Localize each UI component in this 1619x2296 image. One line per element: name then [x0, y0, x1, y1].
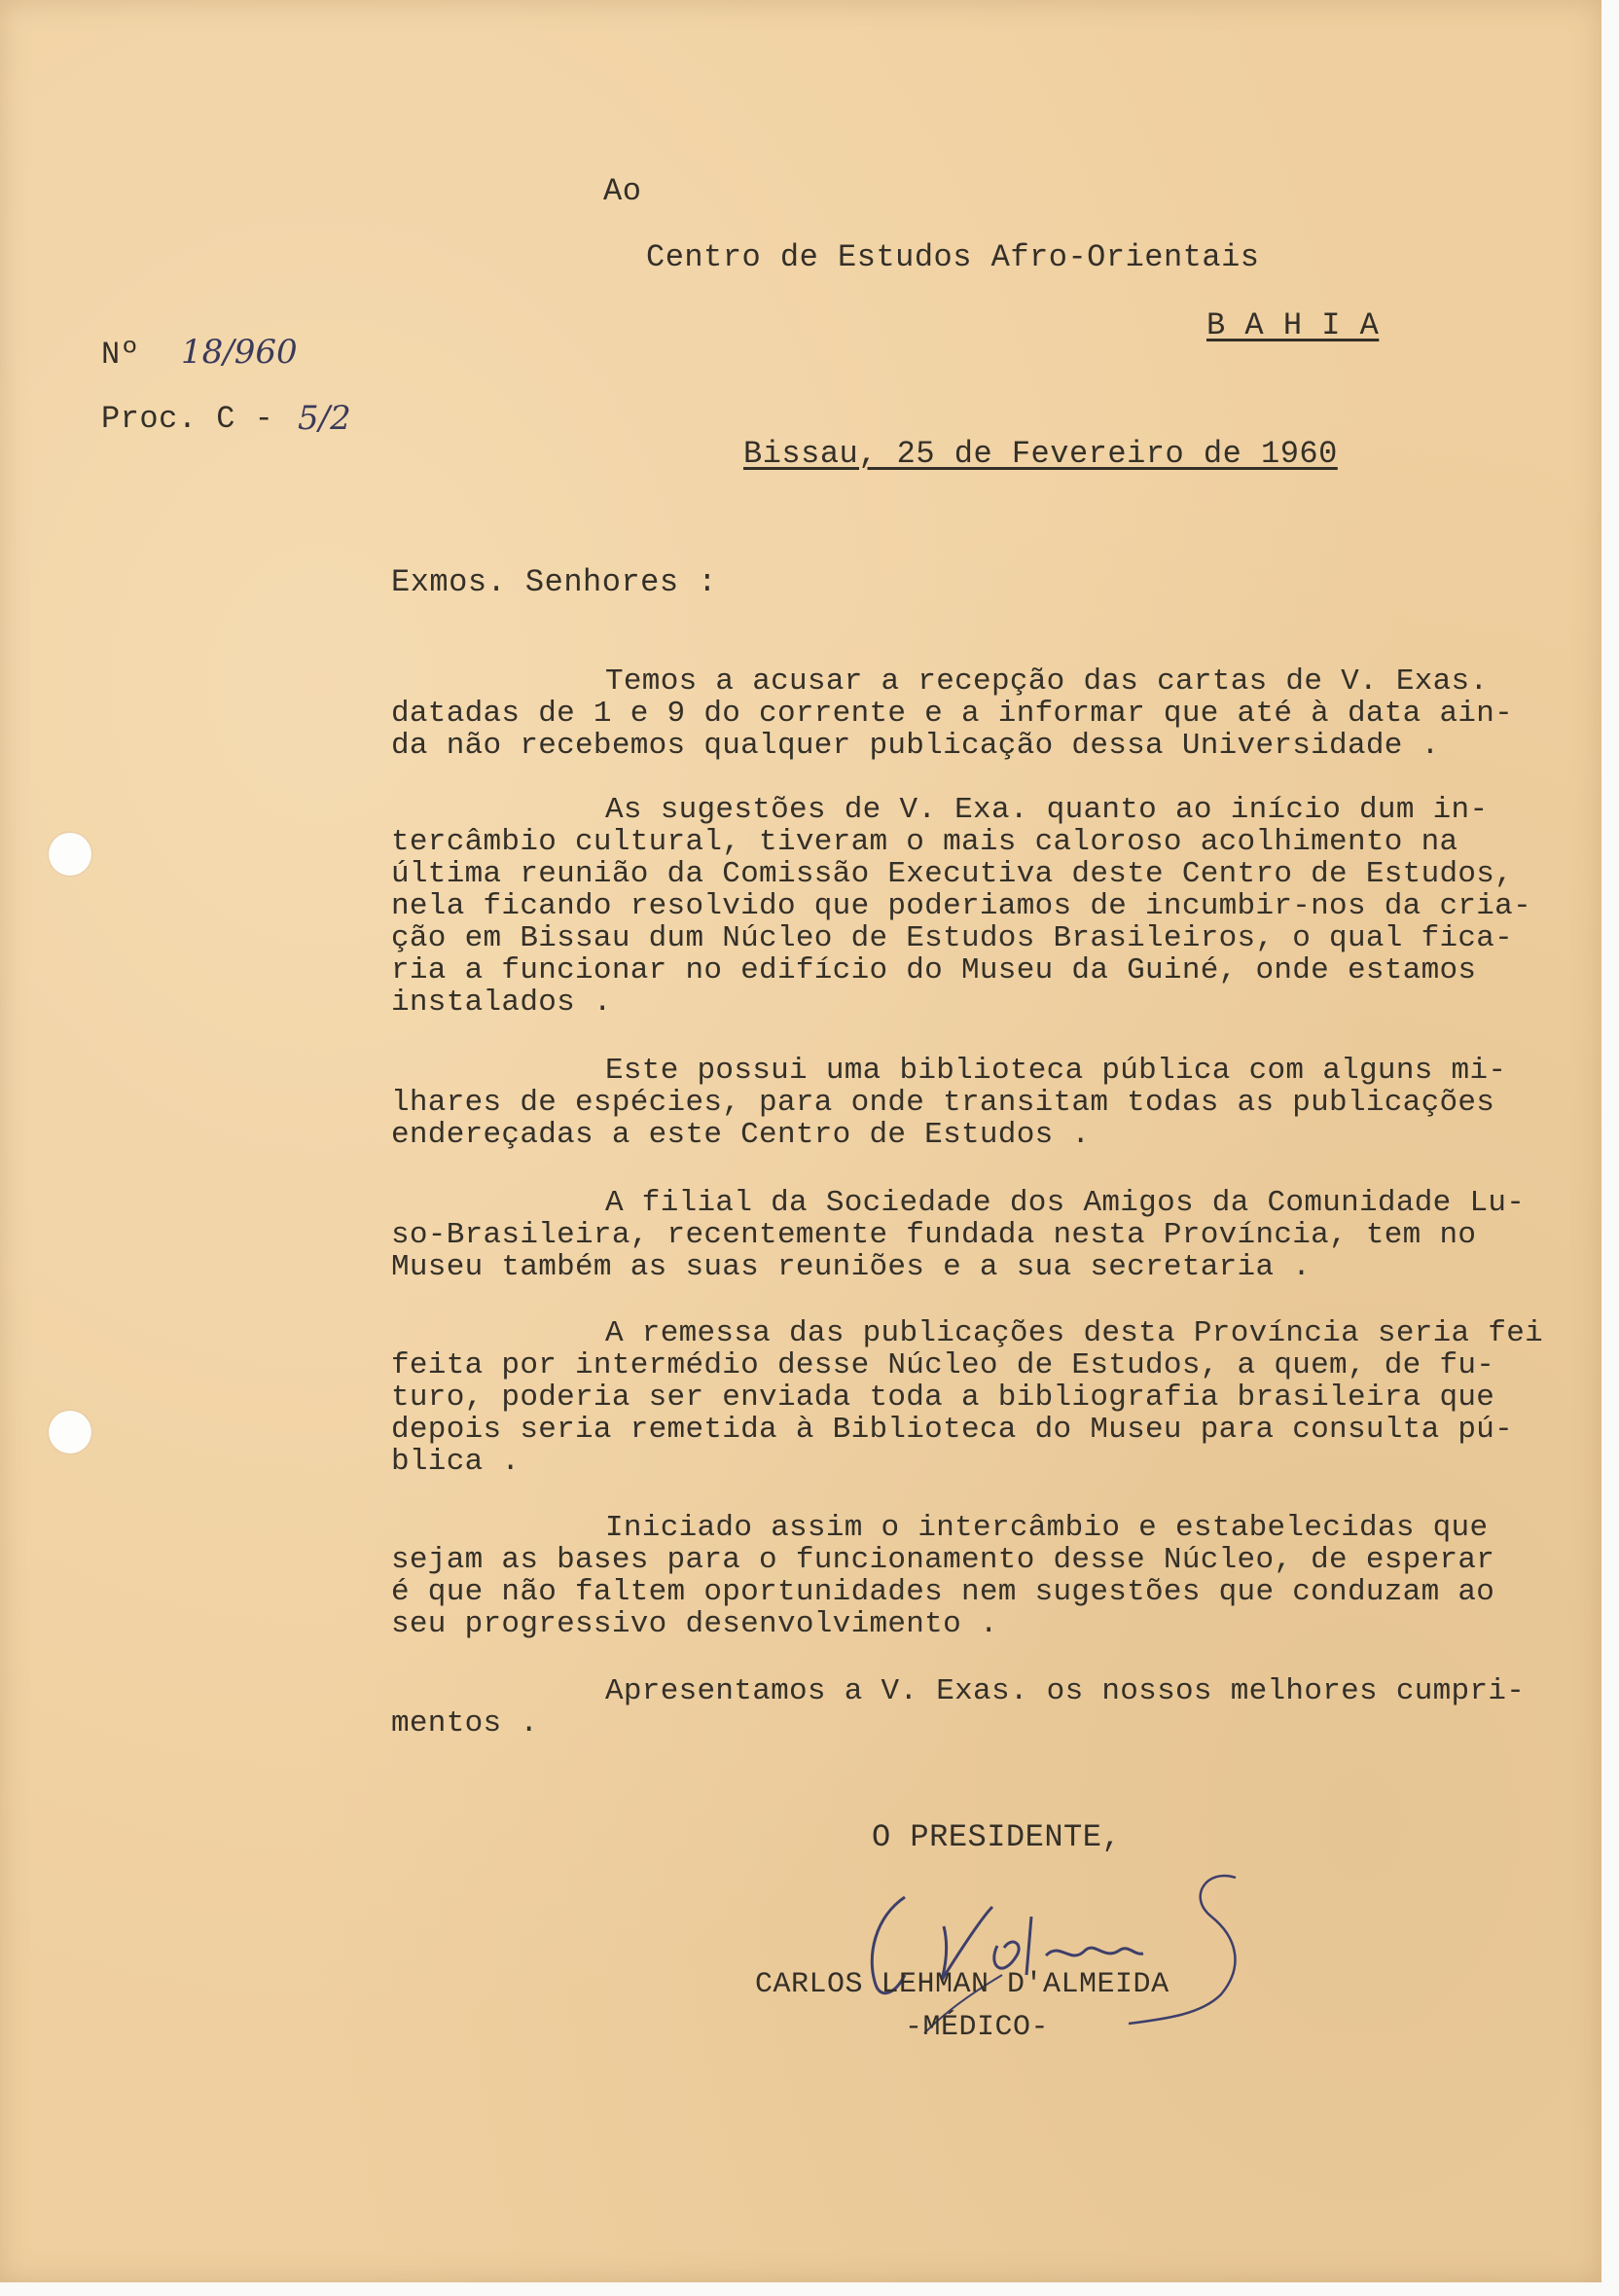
- paragraph-2: [391, 794, 1559, 1019]
- paragraph-line: última reunião da Comissão Executiva deste Centro de Estudos,: [391, 857, 1514, 891]
- paragraph-line: Temos a acusar a recepção das cartas de V. Exas.: [605, 664, 1489, 699]
- ref-number-prefix: Nº: [101, 337, 140, 373]
- process-prefix: Proc. C -: [101, 401, 274, 437]
- paragraph-line: Este possui uma biblioteca pública com alguns mi-: [605, 1054, 1507, 1088]
- signatory-role: -MÉDICO-: [905, 2011, 1050, 2044]
- paragraph-line: A filial da Sociedade dos Amigos da Comunidade Lu-: [605, 1186, 1526, 1220]
- paragraph-line: instalados .: [391, 986, 612, 1020]
- binder-hole-bottom: [49, 1411, 91, 1453]
- paragraph-line: mentos .: [391, 1706, 539, 1740]
- paragraph-line: sejam as bases para o funcionamento desse Núcleo, de esperar: [391, 1543, 1495, 1577]
- paragraph-line: tercâmbio cultural, tiveram o mais caloroso acolhimento na: [391, 825, 1458, 859]
- paragraph-4: [391, 1187, 1559, 1283]
- paragraph-line: depois seria remetida à Biblioteca do Museu para consulta pú-: [391, 1413, 1514, 1447]
- paragraph-line: Apresentamos a V. Exas. os nossos melhores cumpri-: [605, 1674, 1526, 1708]
- paragraph-5: [391, 1317, 1559, 1478]
- paragraph-line: é que não faltem oportunidades nem sugestões que conduzam ao: [391, 1575, 1495, 1609]
- paragraph-line: so-Brasileira, recentemente fundada nesta Província, tem no: [391, 1218, 1477, 1252]
- process-value: 5/2: [298, 399, 351, 438]
- ref-number-value: 18/960: [181, 333, 298, 372]
- paragraph-line: feita por intermédio desse Núcleo de Estudos, a quem, de fu-: [391, 1348, 1495, 1382]
- paragraph-line: da não recebemos qualquer publicação dessa Universidade .: [391, 729, 1440, 763]
- paragraph-line: Iniciado assim o intercâmbio e estabelecidas que: [605, 1511, 1489, 1545]
- paragraph-line: blica .: [391, 1445, 521, 1479]
- paragraph-line: A remessa das publicações desta Província seria fei: [605, 1316, 1544, 1350]
- paragraph-line: endereçadas a este Centro de Estudos .: [391, 1118, 1091, 1152]
- paragraph-3: [391, 1055, 1559, 1151]
- paragraph-7: [391, 1675, 1559, 1740]
- binder-hole-top: [49, 833, 91, 876]
- paragraph-1: [391, 665, 1559, 762]
- salutation-to: Ao: [603, 173, 642, 209]
- recipient-name: Centro de Estudos Afro-Orientais: [646, 239, 1260, 275]
- closing-title: O PRESIDENTE,: [872, 1819, 1122, 1855]
- paragraph-line: turo, poderia ser enviada toda a bibliografia brasileira que: [391, 1381, 1495, 1415]
- paragraph-line: datadas de 1 e 9 do corrente e a informar que até à data ain-: [391, 697, 1514, 731]
- paragraph-line: seu progressivo desenvolvimento .: [391, 1607, 998, 1641]
- paragraph-line: As sugestões de V. Exa. quanto ao início dum in-: [605, 793, 1489, 827]
- recipient-city: B A H I A: [1206, 307, 1380, 343]
- signatory-name: CARLOS LEHMAN D'ALMEIDA: [755, 1968, 1169, 2001]
- paragraph-line: Museu também as suas reuniões e a sua secretaria .: [391, 1250, 1312, 1284]
- greeting: Exmos. Senhores :: [391, 564, 717, 600]
- paragraph-6: [391, 1512, 1559, 1640]
- paragraph-line: ria a funcionar no edifício do Museu da Guiné, onde estamos: [391, 953, 1477, 987]
- paragraph-line: nela ficando resolvido que poderiamos de incumbir-nos da cria-: [391, 889, 1531, 923]
- letter-date: Bissau, 25 de Fevereiro de 1960: [743, 436, 1338, 472]
- paragraph-line: ção em Bissau dum Núcleo de Estudos Brasileiros, o qual fica-: [391, 921, 1514, 955]
- paragraph-line: lhares de espécies, para onde transitam todas as publicações: [391, 1086, 1495, 1120]
